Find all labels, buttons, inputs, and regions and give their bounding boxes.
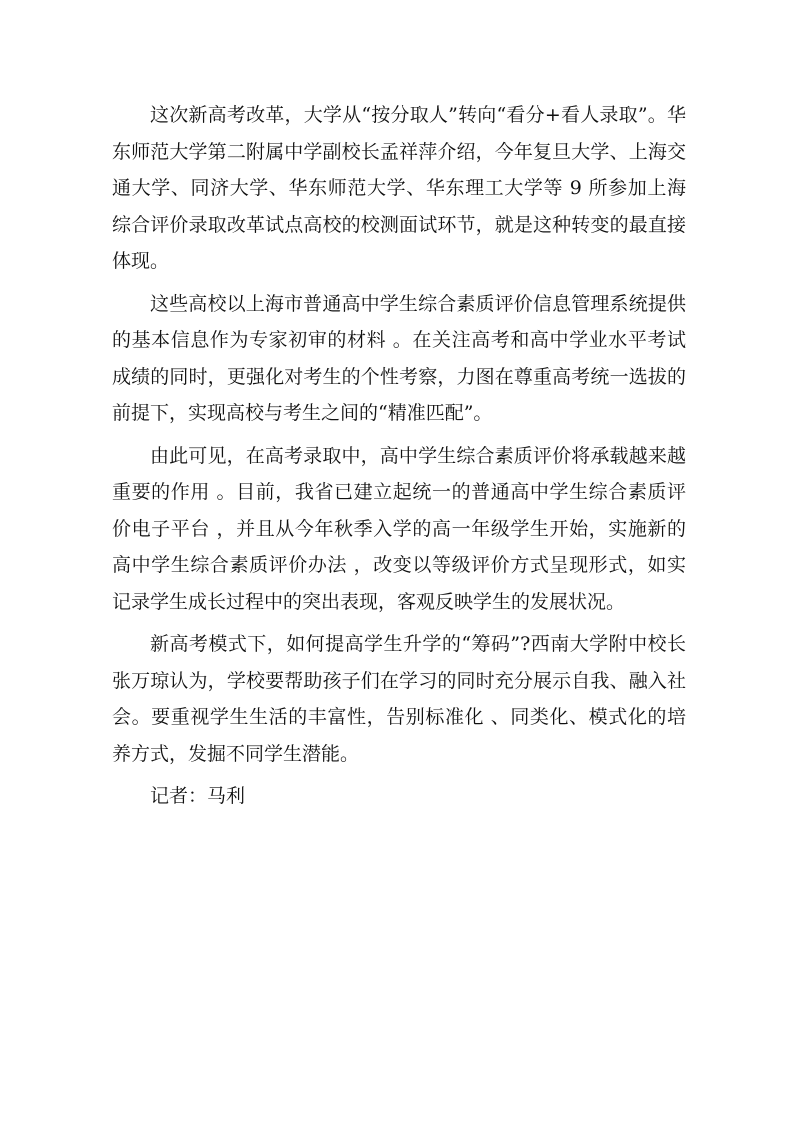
article-body [112,97,686,815]
paragraph-2: 这些高校以上海市普通高中学生综合素质评价信息管理系统提供的基本信息作为专家初审的材料 。在关注高考和高中学业水平考试成绩的同时，更强化对考生的个性考察，力图在尊重高考统一选拔的前提下，实现高校与考生之间的“精准匹配”。 [112,292,686,424]
paragraph-4: 新高考模式下，如何提高学生升学的“筹码”?西南大学附中校长张万琼认为，学校要帮助孩子们在学习的同时充分展示自我、融入社会。要重视学生生活的丰富性，告别标准化 、同类化、模式化的培养方式，发掘不同学生潜能。 [112,633,686,765]
paragraph-1: 这次新高考改革，大学从“按分取人”转向“看分+看人录取”。华东师范大学第二附属中学副校长孟祥萍介绍，今年复旦大学、上海交通大学、同济大学、华东师范大学、华东理工大学等 9 所参加上海综合评价录取改革试点高校的校测面试环节，就是这种转变的最直接体现。 [112,104,686,272]
paragraph-3: 由此可见，在高考录取中，高中学生综合素质评价将承载越来越重要的作用 。目前，我省已建立起统一的普通高中学生综合素质评价电子平台 ，并且从今年秋季入学的高一年级学生开始，实施新的高中学生综合素质评价办法 ，改变以等级评价方式呈现形式，如实记录学生成长过程中的突出表现，客观反映学生的发展状况。 [112,444,686,613]
byline: 记者：马利 [150,785,246,807]
